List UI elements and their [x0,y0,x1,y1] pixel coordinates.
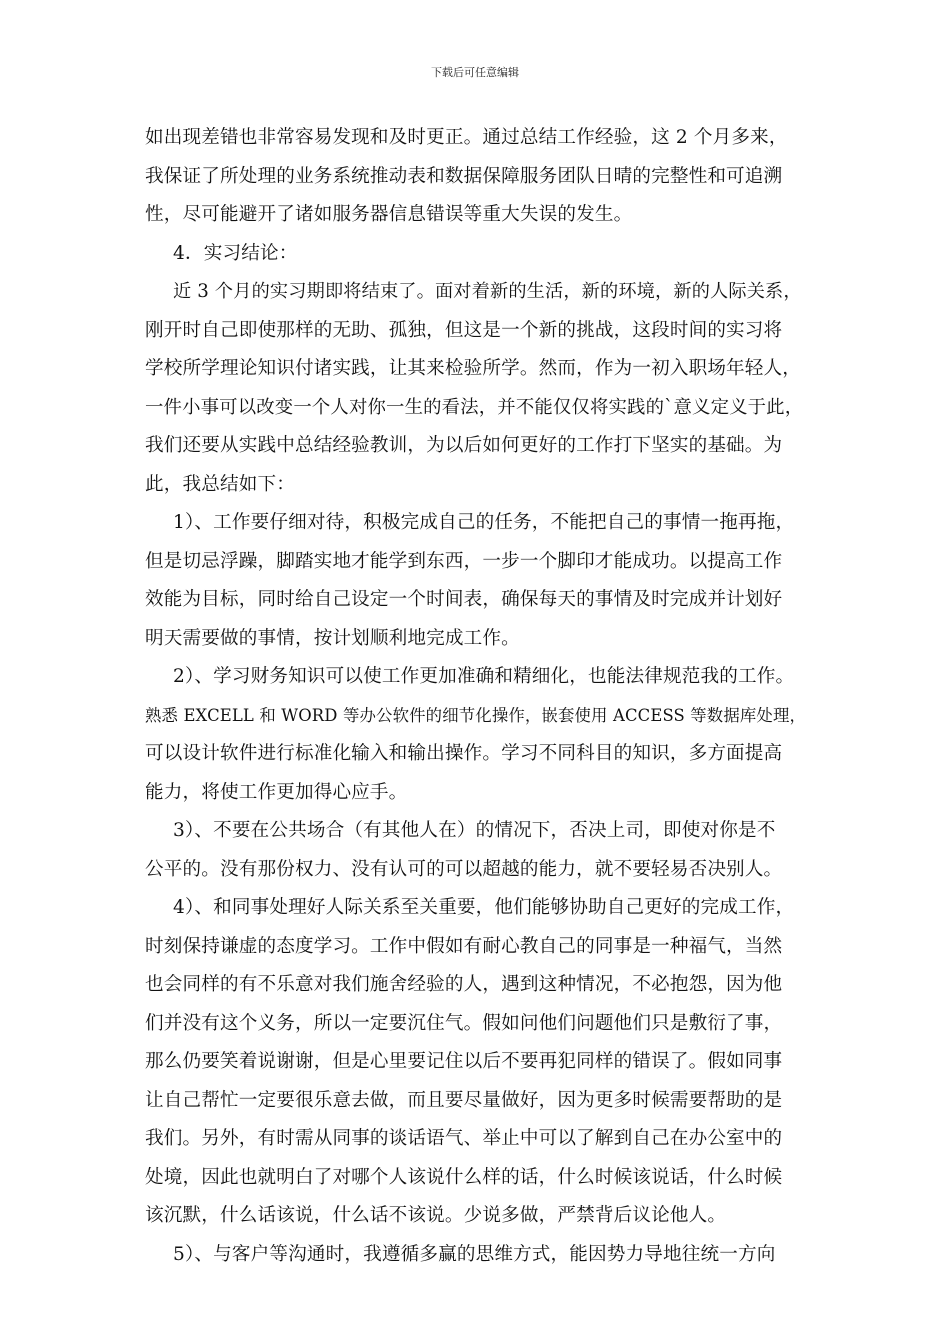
text-line: 2）、学习财务知识可以使工作更加准确和精细化，也能法律规范我的工作。 [173,666,795,687]
text-line: 4）、和同事处理好人际关系至关重要，他们能够协助自己更好的完成工作， [173,897,795,918]
text-line: 们并没有这个义务，所以一定要沉住气。假如问他们问题他们只是敷衍了事， [145,1012,783,1034]
text-line: 处境，因此也就明白了对哪个人该说什么样的话，什么时候该说话，什么时候 [145,1166,783,1188]
text-line: 也会同样的有不乐意对我们施舍经验的人，遇到这种情况，不必抱怨，因为他 [145,974,783,995]
text-line: 3）、不要在公共场合（有其他人在）的情况下，否决上司，即使对你是不 [173,820,776,841]
text-line: 5）、与客户等沟通时，我遵循多赢的思维方式，能因势力导地往统一方向 [173,1243,776,1265]
text-line: 我们还要从实践中总结经验教训，为以后如何更好的工作打下坚实的基础。为 [145,435,783,456]
text-line: 该沉默，什么话该说，什么话不该说。少说多做，严禁背后议论他人。 [145,1205,727,1226]
text-line: 刚开时自己即使那样的无助、孤独，但这是一个新的挑战，这段时间的实习将 [145,319,783,341]
text-line: 效能为目标，同时给自己设定一个时间表，确保每天的事情及时完成并计划好 [145,589,783,610]
text-line: 能力，将使工作更加得心应手。 [145,781,408,803]
text-line: 我们。另外，有时需从同事的谈话语气、举止中可以了解到自己在办公室中的 [145,1128,783,1149]
text-line: 明天需要做的事情，按计划顺利地完成工作。 [145,627,520,649]
text-line: 公平的。没有那份权力、没有认可的可以超越的能力，就不要轻易否决别人。 [145,858,783,880]
text-line: 但是切忌浮躁，脚踏实地才能学到东西，一步一个脚印才能成功。以提高工作 [145,550,783,572]
text-line: 一件小事可以改变一个人对你一生的看法，并不能仅仅将实践的`意义定义于此， [145,396,804,418]
text-line: 熟悉 EXCELL 和 WORD 等办公软件的细节化操作，嵌套使用 ACCESS 等数据库处理， [145,705,807,725]
text-line: 此，我总结如下： [145,473,295,495]
text-line: 我保证了所处理的业务系统推动表和数据保障服务团队日晴的完整性和可追溯 [145,165,783,187]
text-line: 1）、工作要仔细对待，积极完成自己的任务，不能把自己的事情一拖再拖， [173,512,795,533]
text-line: 让自己帮忙一定要很乐意去做，而且要尽量做好，因为更多时候需要帮助的是 [145,1089,783,1111]
text-line: 4．实习结论： [173,242,298,264]
document-body [145,126,805,1281]
text-line: 学校所学理论知识付诸实践，让其来检验所学。然而，作为一初入职场年轻人， [145,358,802,379]
page-header: 下载后可任意编辑 [431,66,519,79]
text-line: 近 3 个月的实习期即将结束了。面对着新的生活，新的环境，新的人际关系， [173,281,802,302]
text-line: 性，尽可能避开了诸如服务器信息错误等重大失误的发生。 [145,204,633,225]
text-line: 那么仍要笑着说谢谢，但是心里要记住以后不要再犯同样的错误了。假如同事 [145,1051,783,1072]
text-line: 可以设计软件进行标准化输入和输出操作。学习不同科目的知识，多方面提高 [145,743,783,764]
text-line: 时刻保持谦虚的态度学习。工作中假如有耐心教自己的同事是一种福气，当然 [145,935,783,957]
text-line: 如出现差错也非常容易发现和及时更正。通过总结工作经验，这 2 个月多来， [145,127,788,148]
